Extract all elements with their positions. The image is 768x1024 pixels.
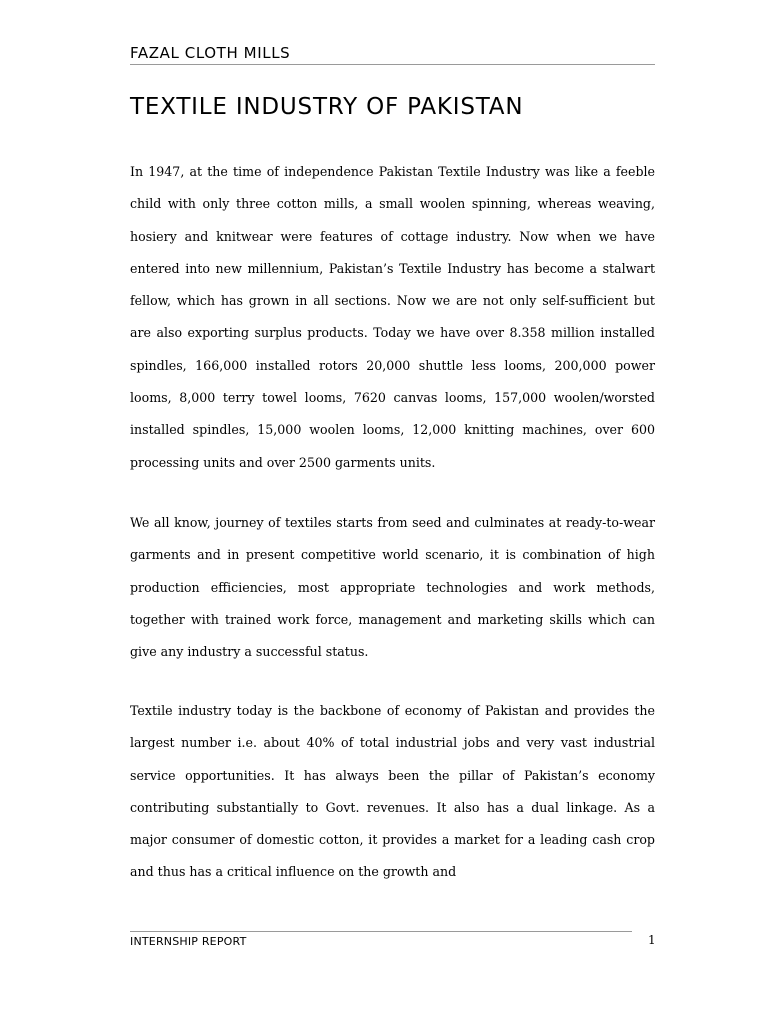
body-paragraph-3: Textile industry today is the backbone of economy of Pakistan and provides the largest number i.e. about 40% of total industrial jobs and very vast industrial service opportunities. It has always been the pillar of Pakistan’s economy contributing substantially to Govt. revenues. It also has a dual linkage. As a major consumer of domestic cotton, it provides a market for a leading cash crop and thus has a critical influence on the growth and [130, 703, 655, 880]
page-number: 1 [648, 933, 656, 947]
footer-divider [130, 931, 632, 932]
page-title: TEXTILE INDUSTRY OF PAKISTAN [130, 94, 524, 120]
running-footer: INTERNSHIP REPORT [130, 935, 247, 948]
running-header: FAZAL CLOTH MILLS [130, 44, 291, 62]
header-divider [130, 64, 655, 65]
body-paragraph-2: We all know, journey of textiles starts from seed and culminates at ready-to-wear garments and in present competitive world scenario, it is combination of high production efficiencies, most appropriate technologies and work methods, together with trained work force, management and marketing skills which can give any industry a successful status. [130, 515, 655, 660]
body-paragraph-1: In 1947, at the time of independence Pakistan Textile Industry was like a feeble child with only three cotton mills, a small woolen spinning, whereas weaving, hosiery and knitwear were features of cottage industry. Now when we have entered into new millennium, Pakistan’s Textile Industry has become a stalwart fellow, which has grown in all sections. Now we are not only self-sufficient but are also exporting surplus products. Today we have over 8.358 million installed spindles, 166,000 installed rotors 20,000 shuttle less looms, 200,000 power looms, 8,000 terry towel looms, 7620 canvas looms, 157,000 woolen/worsted installed spindles, 15,000 woolen looms, 12,000 knitting machines, over 600 processing units and over 2500 garments units. [130, 164, 655, 470]
